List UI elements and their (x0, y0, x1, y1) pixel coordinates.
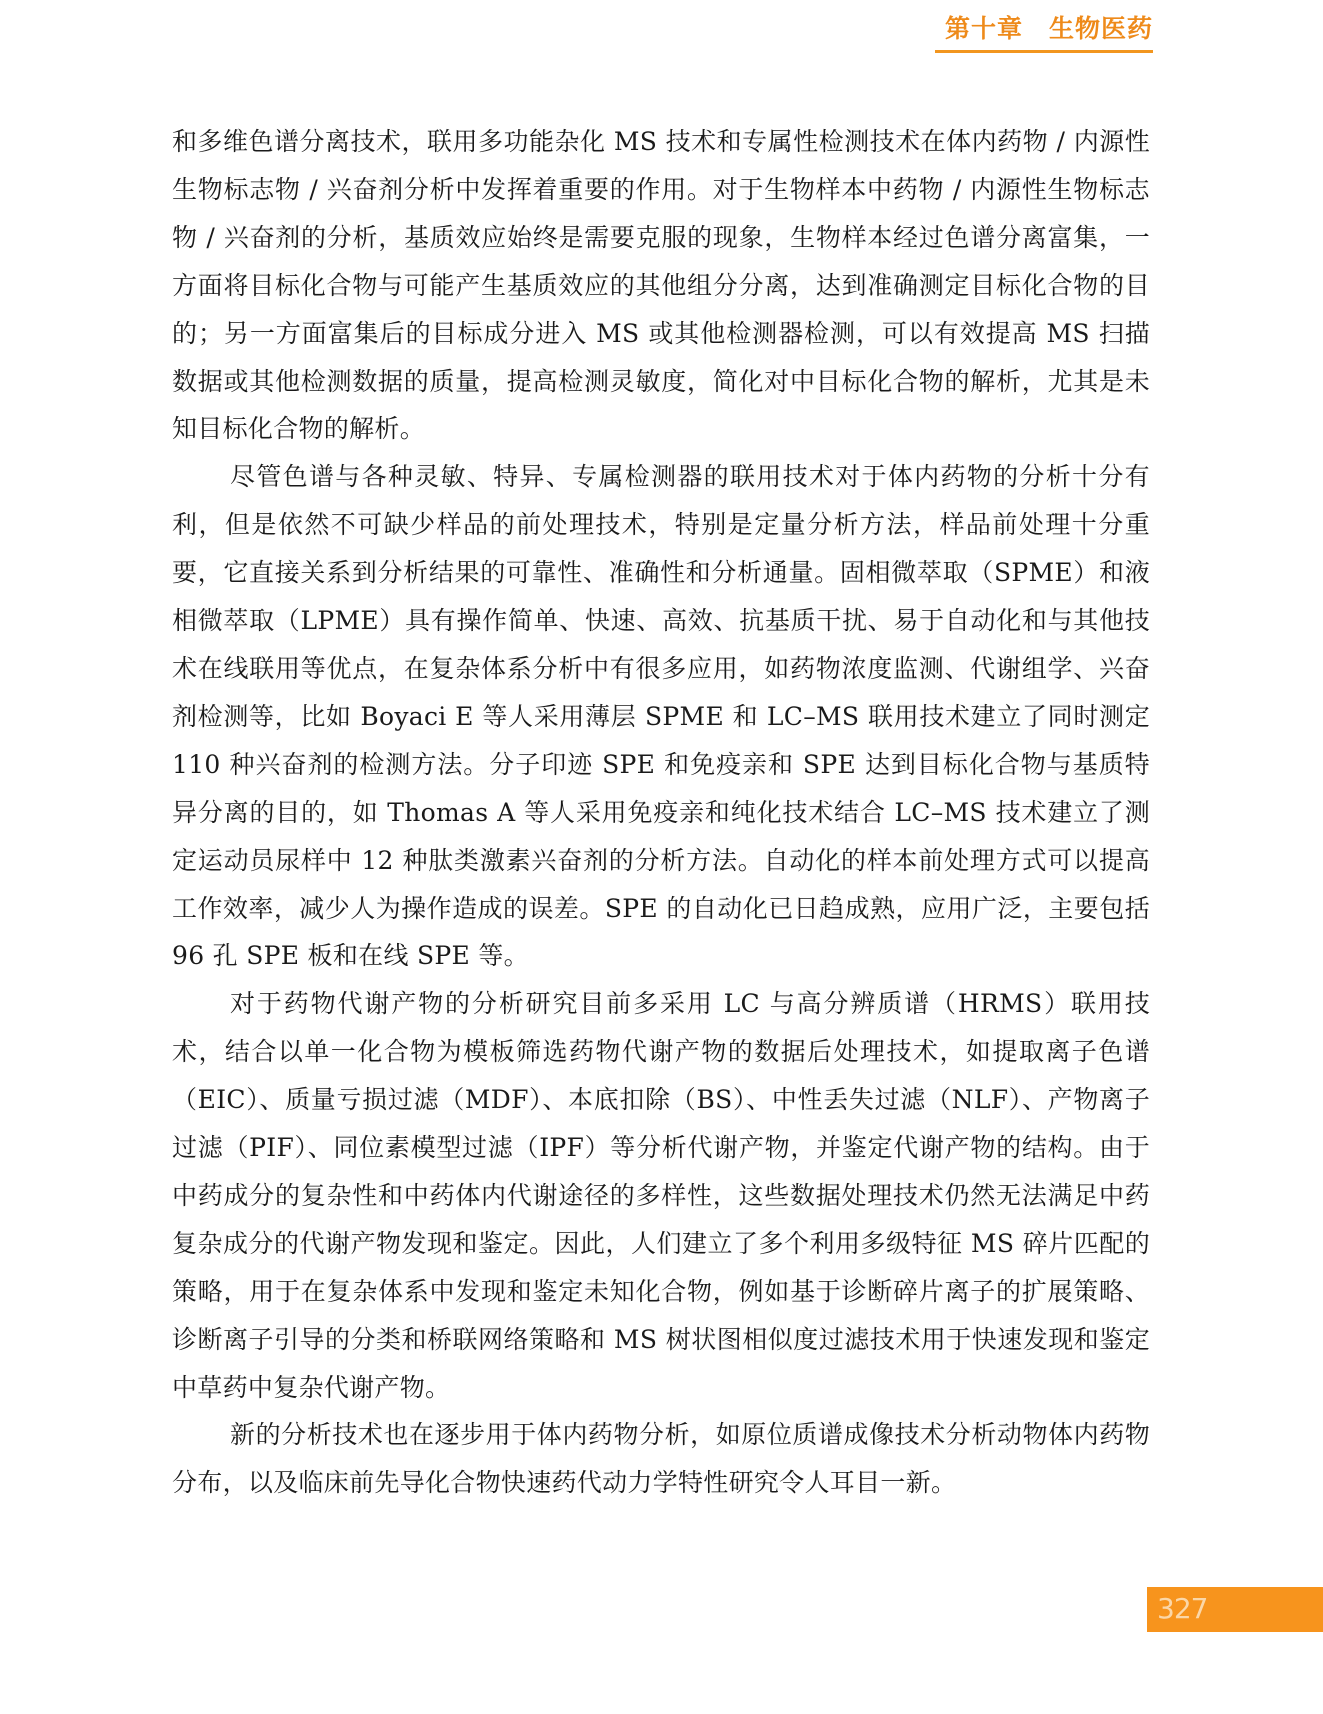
chapter-name: 生物医药 (1048, 14, 1153, 43)
chapter-title (945, 14, 1153, 44)
page-number: 327 (1157, 1592, 1208, 1625)
header-rule (935, 50, 1153, 53)
paragraph-2: 尽管色谱与各种灵敏、特异、专属检测器的联用技术对于体内药物的分析十分有利，但是依然不可缺少样品的前处理技术，特别是定量分析方法，样品前处理十分重要，它直接关系到分析结果的可靠性、准确性和分析通量。固相微萃取（SPME）和液相微萃取（LPME）具有操作简单、快速、高效、抗基质干扰、易于自动化和与其他技术在线联用等优点，在复杂体系分析中有很多应用，如药物浓度监测、代谢组学、兴奋剂检测等，比如 Boyaci E 等人采用薄层 SPME 和 LC–MS 联用技术建立了同时测定 110 种兴奋剂的检测方法。分子印迹 SPE 和免疫亲和 SPE 达到目标化合物与基质特异分离的目的，如 Thomas A 等人采用免疫亲和纯化技术结合 LC–MS 技术建立了测定运动员尿样中 12 种肽类激素兴奋剂的分析方法。自动化的样本前处理方式可以提高工作效率，减少人为操作造成的误差。SPE 的自动化已日趋成熟，应用广泛，主要包括 96 孔 SPE 板和在线 SPE 等。 (172, 462, 1150, 971)
paragraph-3: 对于药物代谢产物的分析研究目前多采用 LC 与高分辨质谱（HRMS）联用技术，结合以单一化合物为模板筛选药物代谢产物的数据后处理技术，如提取离子色谱（EIC）、质量亏损过滤（MDF）、本底扣除（BS）、中性丢失过滤（NLF）、产物离子过滤（PIF）、同位素模型过滤（IPF）等分析代谢产物，并鉴定代谢产物的结构。由于中药成分的复杂性和中药体内代谢途径的多样性，这些数据处理技术仍然无法满足中药复杂成分的代谢产物发现和鉴定。因此，人们建立了多个利用多级特征 MS 碎片匹配的策略，用于在复杂体系中发现和鉴定未知化合物，例如基于诊断碎片离子的扩展策略、诊断离子引导的分类和桥联网络策略和 MS 树状图相似度过滤技术用于快速发现和鉴定中草药中复杂代谢产物。 (172, 989, 1150, 1402)
chapter-number: 第十章 (944, 14, 1023, 43)
page-number-tab (1147, 1587, 1323, 1632)
paragraph-4: 新的分析技术也在逐步用于体内药物分析，如原位质谱成像技术分析动物体内药物分布，以及临床前先导化合物快速药代动力学特性研究令人耳目一新。 (172, 1420, 1150, 1498)
paragraph-1: 和多维色谱分离技术，联用多功能杂化 MS 技术和专属性检测技术在体内药物 / 内源性生物标志物 / 兴奋剂分析中发挥着重要的作用。对于生物样本中药物 / 内源性生物标志物 / 兴奋剂的分析，基质效应始终是需要克服的现象，生物样本经过色谱分离富集，一方面将目标化合物与可能产生基质效应的其他组分分离，达到准确测定目标化合物的目的；另一方面富集后的目标成分进入 MS 或其他检测器检测，可以有效提高 MS 扫描数据或其他检测数据的质量，提高检测灵敏度，简化对中目标化合物的解析，尤其是未知目标化合物的解析。 (172, 127, 1150, 444)
running-header (935, 10, 1153, 52)
body-text (172, 118, 1150, 1507)
